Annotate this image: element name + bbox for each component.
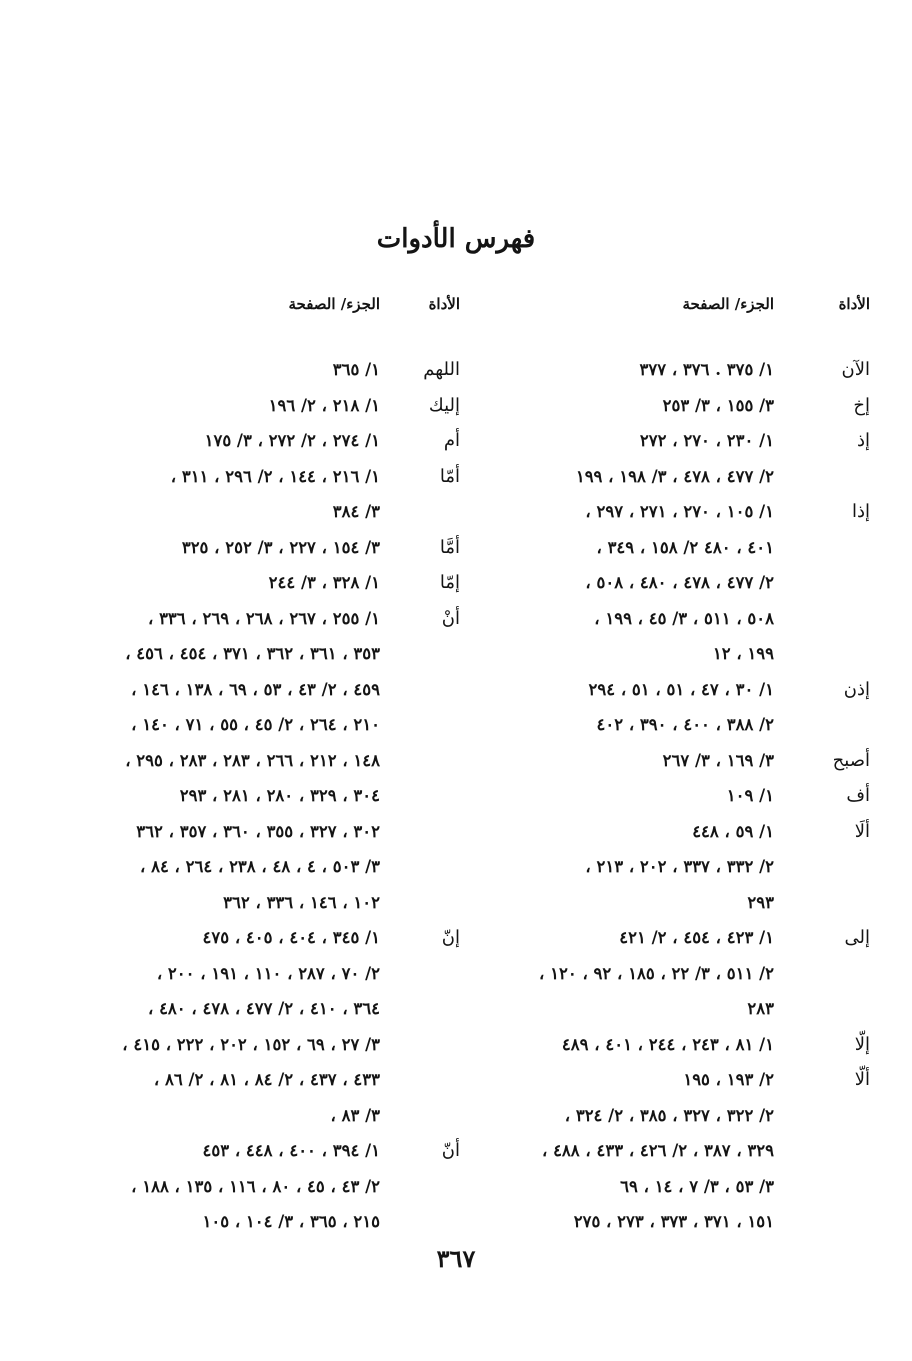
entry-refs: ١/ ٣٤٥ ، ٤٠٤ ، ٤٠٥ ، ٤٧٥: [202, 928, 380, 948]
entry-refs: ٣٥٣ ، ٣٦١ ، ٣٦٢ ، ٣٧١ ، ٤٥٤ ، ٤٥٦ ،: [125, 644, 380, 664]
entry-refs: ١/ ٢٧٤ ، ٢/ ٢٧٢ ، ٣/ ١٧٥: [204, 431, 380, 451]
index-entry: [60, 1027, 460, 1063]
index-entry: [60, 601, 460, 637]
index-entry: [490, 1062, 870, 1098]
index-entry: [60, 423, 460, 459]
entry-refs: ١/ ٣٠ ، ٤٧ ، ٥١ ، ٥١ ، ٢٩٤: [588, 679, 774, 699]
index-entry: [490, 1204, 870, 1240]
entry-refs: ١/ ٢٥٥ ، ٢٦٧ ، ٢٦٨ ، ٢٦٩ ، ٣٣٦ ،: [147, 608, 380, 628]
entry-refs: ٣/ ٥٠٣ ، ٤ ، ٤٨ ، ٢٣٨ ، ٢٦٤ ، ٨٤ ،: [140, 857, 380, 877]
header-refs: الجزء/ الصفحة: [682, 295, 774, 313]
entry-refs: ١/ ٣٦٥: [332, 360, 380, 380]
index-entry: [490, 565, 870, 601]
column-header: [490, 286, 870, 322]
index-entry: [490, 743, 870, 779]
entry-refs: ٢/ ٥١١ ، ٣/ ٢٢ ، ١٨٥ ، ٩٢ ، ١٢٠ ،: [539, 963, 774, 983]
entry-refs: ١/ ٤٢٣ ، ٤٥٤ ، ٢/ ٤٢١: [619, 928, 774, 948]
entry-refs: ٤٠١ ، ٤٨٠ ٢/ ١٥٨ ، ٣٤٩ ،: [596, 537, 774, 557]
entry-tool: أمَّا: [439, 536, 460, 558]
index-entry: [490, 672, 870, 708]
header-tool: الأداة: [838, 295, 870, 313]
index-entry: [490, 494, 870, 530]
entry-refs: ١٠٢ ، ١٤٦ ، ٣٣٦ ، ٣٦٢: [223, 892, 380, 912]
entry-refs: ٢/ ٤٧٧ ، ٤٧٨ ، ٣/ ١٩٨ ، ١٩٩: [575, 466, 774, 486]
index-entry: [60, 672, 460, 708]
header-tool: الأداة: [428, 295, 460, 313]
entry-refs: ٢/ ٤٧٧ ، ٤٧٨ ، ٤٨٠ ، ٥٠٨ ،: [585, 573, 774, 593]
index-entry: [490, 1133, 870, 1169]
entry-refs: ٣٠٢ ، ٣٢٧ ، ٣٥٥ ، ٣٦٠ ، ٣٥٧ ، ٣٦٢: [136, 821, 380, 841]
entry-refs: ٢/ ٣٣٢ ، ٣٣٧ ، ٢٠٢ ، ٢١٣ ،: [585, 857, 774, 877]
entry-refs: ١/ ٢٣٠ ، ٢٧٠ ، ٢٧٢: [639, 431, 774, 451]
index-entry: [490, 1098, 870, 1134]
index-entry: [60, 494, 460, 530]
entry-tool: أنْ: [441, 607, 460, 629]
entry-refs: ١/ ٣٢٨ ، ٣/ ٢٤٤: [268, 573, 380, 593]
entry-refs: ٣٠٤ ، ٣٢٩ ، ٢٨٠ ، ٢٨١ ، ٢٩٣: [179, 786, 380, 806]
index-entry: [60, 636, 460, 672]
entry-refs: ٣/ ١٥٥ ، ٣/ ٢٥٣: [662, 395, 774, 415]
index-entry: [490, 707, 870, 743]
entry-tool: الآن: [841, 359, 870, 381]
index-entry: [60, 1133, 460, 1169]
entry-refs: ٣٢٩ ، ٣٨٧ ، ٢/ ٤٢٦ ، ٤٣٣ ، ٤٨٨ ،: [541, 1141, 774, 1161]
index-entry: [60, 1098, 460, 1134]
index-entry: [60, 743, 460, 779]
entry-refs: ٢/ ١٩٣ ، ١٩٥: [683, 1070, 774, 1090]
entry-tool: إخ: [853, 394, 870, 416]
index-entry: [60, 956, 460, 992]
entry-refs: ١/ ٣٩٤ ، ٤٠٠ ، ٤٤٨ ، ٤٥٣: [202, 1141, 380, 1161]
index-entry: [60, 991, 460, 1027]
entry-tool: إلّا: [854, 1033, 870, 1055]
entry-refs: ٢/ ٣٢٢ ، ٣٢٧ ، ٣٨٥ ، ٢/ ٣٢٤ ،: [564, 1105, 774, 1125]
index-entry: [490, 601, 870, 637]
entry-refs: ٣/ ٢٧ ، ٦٩ ، ١٥٢ ، ٢٠٢ ، ٢٢٢ ، ٤١٥ ،: [122, 1034, 380, 1054]
index-entry: [490, 1169, 870, 1205]
entry-list-left: [60, 352, 460, 1240]
index-entry: [490, 849, 870, 885]
entry-refs: ١/ ٢١٨ ، ٢/ ١٩٦: [268, 395, 380, 415]
entry-refs: ٢٨٣: [747, 999, 774, 1019]
index-entry: [60, 352, 460, 388]
index-entry: [60, 814, 460, 850]
column-header: [60, 286, 460, 322]
index-entry: [490, 778, 870, 814]
index-entry: [60, 1204, 460, 1240]
entry-refs: ١٩٩ ، ١٢: [712, 644, 774, 664]
index-entry: [490, 352, 870, 388]
index-entry: [60, 530, 460, 566]
index-entry: [60, 565, 460, 601]
entry-tool: أصبح: [832, 749, 870, 771]
entry-refs: ٢١٥ ، ٣٦٥ ، ٣/ ١٠٤ ، ١٠٥: [202, 1212, 380, 1232]
entry-tool: أف: [846, 785, 870, 807]
entry-refs: ١/ ٢١٦ ، ١٤٤ ، ٢/ ٢٩٦ ، ٣١١ ،: [170, 466, 380, 486]
index-entry: [60, 1062, 460, 1098]
entry-refs: ٣/ ١٦٩ ، ٣/ ٢٦٧: [662, 750, 774, 770]
index-entry: [60, 388, 460, 424]
entry-refs: ٢/ ٣٨٨ ، ٤٠٠ ، ٣٩٠ ، ٤٠٢: [596, 715, 774, 735]
entry-refs: ١/ ٣٧٥ . ٣٧٦ ، ٣٧٧: [639, 360, 774, 380]
entry-refs: ٣٦٤ ، ٤١٠ ، ٢/ ٤٧٧ ، ٤٧٨ ، ٤٨٠ ،: [147, 999, 380, 1019]
entry-tool: إنّ: [441, 927, 460, 949]
entry-refs: ٢٩٣: [747, 892, 774, 912]
entry-refs: ٣/ ١٥٤ ، ٢٢٧ ، ٣/ ٢٥٢ ، ٣٢٥: [181, 537, 380, 557]
index-entry: [60, 849, 460, 885]
index-entry: [490, 991, 870, 1027]
entry-refs: ٥٠٨ ، ٥١١ ، ٣/ ٤٥ ، ١٩٩ ،: [594, 608, 774, 628]
header-refs: الجزء/ الصفحة: [288, 295, 380, 313]
index-entry: [60, 459, 460, 495]
entry-refs: ٤٥٩ ، ٢/ ٤٣ ، ٥٣ ، ٦٩ ، ١٣٨ ، ١٤٦ ،: [131, 679, 380, 699]
page-number: ٣٦٧: [436, 1244, 476, 1273]
index-entry: [60, 1169, 460, 1205]
index-entry: [490, 920, 870, 956]
index-entry: [60, 707, 460, 743]
entry-refs: ١٥١ ، ٣٧١ ، ٣٧٣ ، ٢٧٣ ، ٢٧٥: [573, 1212, 774, 1232]
index-entry: [490, 530, 870, 566]
entry-tool: إمّا: [439, 572, 460, 594]
entry-refs: ٢/ ٧٠ ، ٢٨٧ ، ١١٠ ، ١٩١ ، ٢٠٠ ،: [156, 963, 380, 983]
index-entry: [490, 885, 870, 921]
entry-tool: أم: [443, 430, 460, 452]
index-entry: [60, 885, 460, 921]
entry-refs: ٢/ ٤٣ ، ٤٥ ، ٨٠ ، ١١٦ ، ١٣٥ ، ١٨٨ ،: [131, 1176, 380, 1196]
index-column-left: [60, 286, 460, 1240]
entry-tool: إذ: [856, 430, 870, 452]
entry-tool: ألَا: [854, 820, 870, 842]
index-entry: [490, 388, 870, 424]
entry-tool: أمّا: [439, 465, 460, 487]
entry-refs: ٣/ ٨٣ ،: [330, 1105, 380, 1125]
index-entry: [490, 814, 870, 850]
entry-tool: إليك: [428, 394, 460, 416]
entry-tool: إذن: [843, 678, 870, 700]
entry-refs: ١/ ٨١ ، ٢٤٣ ، ٢٤٤ ، ٤٠١ ، ٤٨٩: [561, 1034, 774, 1054]
entry-refs: ١/ ١٠٩: [726, 786, 774, 806]
entry-refs: ٣/ ٣٨٤: [332, 502, 380, 522]
index-entry: [60, 920, 460, 956]
entry-refs: ١/ ٥٩ ، ٤٤٨: [692, 821, 774, 841]
index-entry: [490, 1027, 870, 1063]
index-column-right: [490, 286, 870, 1240]
entry-tool: ألّا: [854, 1069, 870, 1091]
entry-refs: ٤٣٣ ، ٤٣٧ ، ٢/ ٨٤ ، ٨١ ، ٢/ ٨٦ ،: [153, 1070, 380, 1090]
entry-refs: ١٤٨ ، ٢١٢ ، ٢٦٦ ، ٢٨٣ ، ٢٨٣ ، ٢٩٥ ،: [125, 750, 380, 770]
index-entry: [490, 459, 870, 495]
entry-refs: ٢١٠ ، ٢٦٤ ، ٢/ ٤٥ ، ٥٥ ، ٧١ ، ١٤٠ ،: [131, 715, 380, 735]
index-title: فهرس الأدوات: [376, 224, 536, 254]
entry-list-right: [490, 352, 870, 1240]
entry-tool: إذا: [851, 501, 870, 523]
index-entry: [60, 778, 460, 814]
index-entry: [490, 956, 870, 992]
entry-tool: أنّ: [441, 1140, 460, 1162]
entry-tool: اللهم: [423, 359, 460, 381]
entry-refs: ١/ ١٠٥ ، ٢٧٠ ، ٢٧١ ، ٢٩٧ ،: [585, 502, 774, 522]
entry-refs: ٣/ ٥٣ ، ٣/ ٧ ، ١٤ ، ٦٩: [620, 1176, 774, 1196]
entry-tool: إلى: [844, 927, 870, 949]
index-entry: [490, 423, 870, 459]
index-entry: [490, 636, 870, 672]
